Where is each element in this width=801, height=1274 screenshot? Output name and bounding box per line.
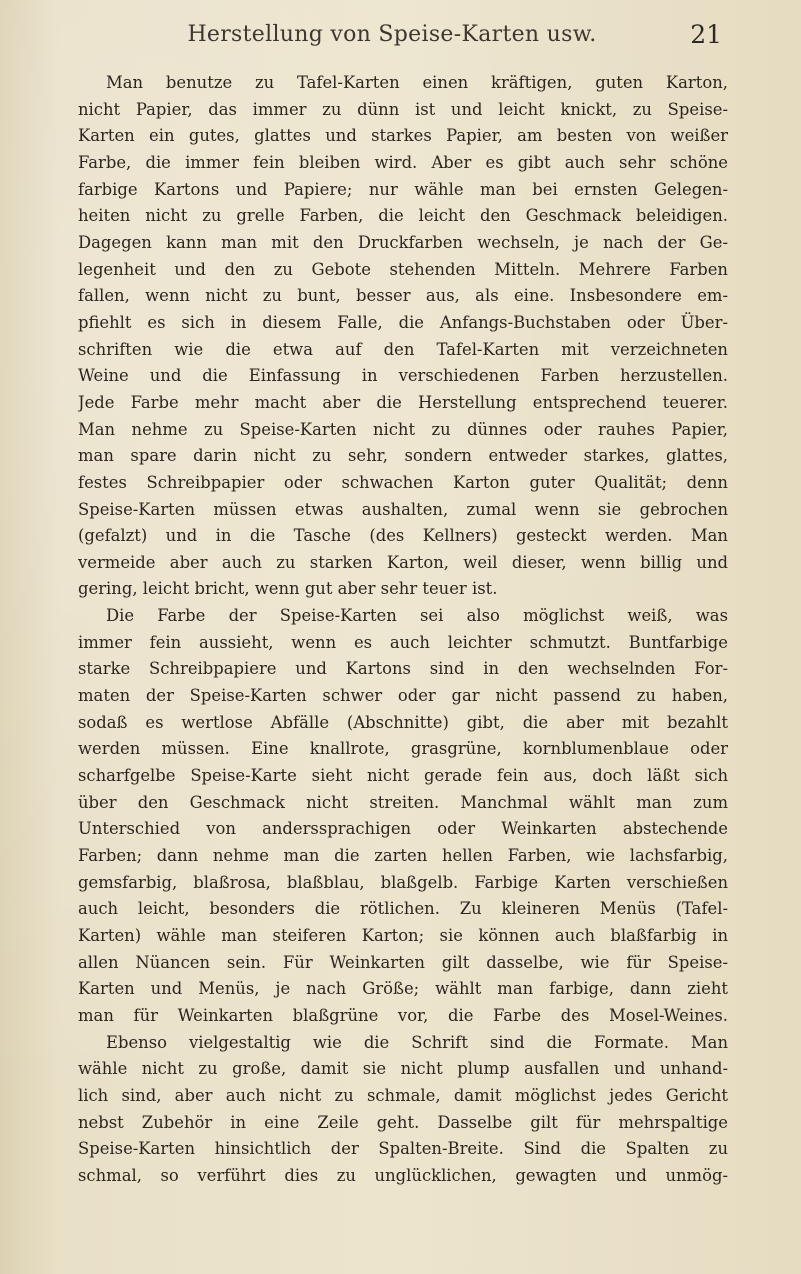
text-line: Ebenso vielgestaltig wie die Schrift sind die Formate. Man <box>106 1032 728 1052</box>
text-line: auch leicht, besonders die rötlichen. Zu kleineren Menüs (Tafel- <box>78 899 728 919</box>
text-line: Farbe, die immer fein bleiben wird. Aber es gibt auch sehr schöne <box>78 152 728 172</box>
text-line: fallen, wenn nicht zu bunt, besser aus, als eine. Insbesondere em- <box>78 286 728 306</box>
text-line: wähle nicht zu große, damit sie nicht plump ausfallen und unhand- <box>78 1059 728 1079</box>
text-line: über den Geschmack nicht streiten. Manchmal wählt man zum <box>78 792 728 812</box>
body-text <box>78 70 728 1190</box>
text-line: Jede Farbe mehr macht aber die Herstellung entsprechend teuerer. <box>78 392 728 412</box>
page-number: 21 <box>690 20 722 49</box>
text-line: heiten nicht zu grelle Farben, die leicht den Geschmack beleidigen. <box>78 206 728 226</box>
text-line: legenheit und den zu Gebote stehenden Mitteln. Mehrere Farben <box>78 259 728 279</box>
text-line: farbige Kartons und Papiere; nur wähle man bei ernsten Gelegen- <box>78 179 728 199</box>
text-line: Karten und Menüs, je nach Größe; wählt man farbige, dann zieht <box>78 979 728 999</box>
text-line: lich sind, aber auch nicht zu schmale, damit möglichst jedes Gericht <box>78 1085 728 1105</box>
text-line: maten der Speise-Karten schwer oder gar nicht passend zu haben, <box>78 686 728 706</box>
text-line: immer fein aussieht, wenn es auch leichter schmutzt. Buntfarbige <box>78 632 728 652</box>
text-line: gering, leicht bricht, wenn gut aber sehr teuer ist. <box>78 579 498 599</box>
text-line: allen Nüancen sein. Für Weinkarten gilt dasselbe, wie für Speise- <box>78 952 728 972</box>
text-line: gemsfarbig, blaßrosa, blaßblau, blaßgelb. Farbige Karten verschießen <box>78 872 728 892</box>
running-title: Herstellung von Speise-Karten usw. <box>187 22 597 47</box>
text-line: Karten) wähle man steiferen Karton; sie können auch blaßfarbig in <box>78 926 728 945</box>
text-line: Dagegen kann man mit den Druckfarben wechseln, je nach der Ge- <box>78 232 728 252</box>
text-line: Farben; dann nehme man die zarten hellen Farben, wie lachsfarbig, <box>78 846 728 866</box>
text-line: nicht Papier, das immer zu dünn ist und leicht knickt, zu Speise- <box>78 99 728 119</box>
text-line: Speise-Karten müssen etwas aushalten, zumal wenn sie gebrochen <box>78 499 728 519</box>
text-line: (gefalzt) und in die Tasche (des Kellners) gesteckt werden. Man <box>78 526 728 546</box>
text-line: vermeide aber auch zu starken Karton, weil dieser, wenn billig und <box>78 552 728 572</box>
text-line: man für Weinkarten blaßgrüne vor, die Farbe des Mosel-Weines. <box>78 1005 728 1025</box>
text-line: festes Schreibpapier oder schwachen Karton guter Qualität; denn <box>78 472 728 492</box>
text-line: man spare darin nicht zu sehr, sondern entweder starkes, glattes, <box>78 446 728 466</box>
page-header <box>62 22 722 58</box>
text-line: Die Farbe der Speise-Karten sei also möglichst weiß, was <box>106 606 728 626</box>
text-line: schriften wie die etwa auf den Tafel-Karten mit verzeichneten <box>78 339 728 359</box>
text-line: Karten ein gutes, glattes und starkes Papier, am besten von weißer <box>78 126 728 146</box>
text-line: nebst Zubehör in eine Zeile geht. Dasselbe gilt für mehrspaltige <box>78 1112 728 1132</box>
text-line: scharfgelbe Speise-Karte sieht nicht gerade fein aus, doch läßt sich <box>78 766 728 786</box>
text-line: Weine und die Einfassung in verschiedenen Farben herzustellen. <box>78 366 728 386</box>
text-line: pfiehlt es sich in diesem Falle, die Anfangs-Buchstaben oder Über- <box>78 312 728 332</box>
text-line: Unterschied von anderssprachigen oder Weinkarten abstechende <box>78 819 728 839</box>
text-line: starke Schreibpapiere und Kartons sind in den wechselnden For- <box>78 659 728 679</box>
text-line: Man nehme zu Speise-Karten nicht zu dünnes oder rauhes Papier, <box>78 419 728 439</box>
text-line: Speise-Karten hinsichtlich der Spalten-Breite. Sind die Spalten zu <box>78 1139 728 1159</box>
text-line: sodaß es wertlose Abfälle (Abschnitte) gibt, die aber mit bezahlt <box>78 712 728 732</box>
text-line: schmal, so verführt dies zu unglücklichen, gewagten und unmög- <box>78 1165 728 1185</box>
text-line: Man benutze zu Tafel-Karten einen kräftigen, guten Karton, <box>106 73 728 92</box>
text-line: werden müssen. Eine knallrote, grasgrüne, kornblumenblaue oder <box>78 739 728 759</box>
